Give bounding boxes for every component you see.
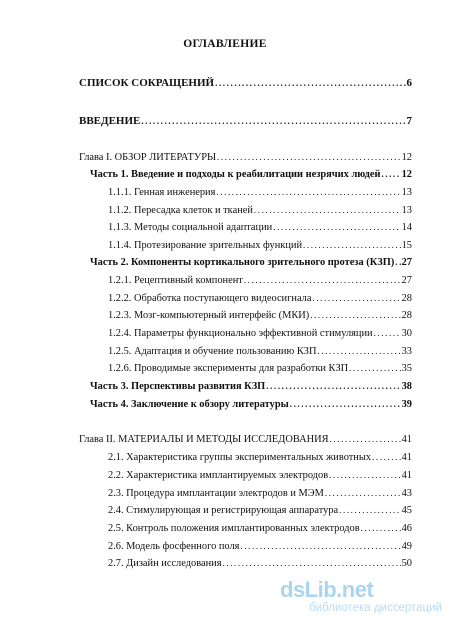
toc-leader <box>330 433 401 446</box>
toc-leader <box>329 469 401 482</box>
toc-page-number: 39 <box>401 399 412 410</box>
toc-leader <box>240 540 400 553</box>
toc-entry-text: 2.3. Процедура имплантации электродов и МЭМ <box>108 488 324 499</box>
toc-page-number: 30 <box>401 328 412 339</box>
toc-entry-2-7 <box>108 557 412 570</box>
toc-page-number: 13 <box>401 187 412 198</box>
toc-entry-text: ВВЕДЕНИЕ <box>79 115 141 127</box>
toc-entry-part-1 <box>90 168 412 181</box>
toc-entry-2-5 <box>108 522 412 535</box>
toc-page-number: 28 <box>401 310 412 321</box>
toc-leader <box>273 221 400 234</box>
toc-page-number: 6 <box>406 77 412 89</box>
toc-leader <box>141 115 405 128</box>
toc-entry-text: 1.2.5. Адаптация и обучение пользованию КЗП <box>108 346 317 357</box>
toc-leader <box>310 309 400 322</box>
toc-page-number: 49 <box>401 541 412 552</box>
toc-entry-1-1-4 <box>108 239 412 252</box>
toc-page-number: 12 <box>401 169 412 180</box>
toc-entry-text: 1.2.3. Мозг-компьютерный интерфейс (МКИ) <box>108 310 310 321</box>
toc-entry-text: 2.5. Контроль положения имплантированных электродов <box>108 523 360 534</box>
toc-entry-1-1-1 <box>108 186 412 199</box>
toc-entry-text: Глава II. МАТЕРИАЛЫ И МЕТОДЫ ИССЛЕДОВАНИЯ <box>79 434 329 445</box>
toc-page-number: 43 <box>401 488 412 499</box>
page-title: ОГЛАВЛЕНИЕ <box>183 38 267 50</box>
toc-entry-text: 2.4. Стимулирующая и регистрирующая аппаратура <box>108 505 339 516</box>
toc-leader <box>303 239 401 252</box>
toc-entry-abbreviations <box>79 77 412 90</box>
toc-entry-1-1-2 <box>108 204 412 217</box>
toc-page-number: 12 <box>401 152 412 163</box>
toc-page-number: 38 <box>401 381 412 392</box>
toc-leader <box>374 327 401 340</box>
toc-leader <box>312 292 400 305</box>
toc-leader <box>349 362 400 375</box>
toc-page-number: 28 <box>401 293 412 304</box>
toc-entry-2-6 <box>108 540 412 553</box>
toc-entry-text: 1.2.6. Проводимые эксперименты для разработки КЗП <box>108 363 349 374</box>
toc-entry-text: Часть 3. Перспективы развития КЗП <box>90 381 266 392</box>
toc-page-number: 13 <box>401 205 412 216</box>
toc-entry-text: 1.1.4. Протезирование зрительных функций <box>108 240 303 251</box>
toc-page-number: 33 <box>401 346 412 357</box>
toc-entry-text: 1.2.4. Параметры функционально эффективной стимуляции <box>108 328 373 339</box>
toc-entry-1-2-6 <box>108 362 412 375</box>
toc-entry-1-2-4 <box>108 327 412 340</box>
toc-entry-text: Часть 1. Введение и подходы к реабилитации незрячих людей <box>90 169 381 180</box>
toc-entry-text: 2.7. Дизайн исследования <box>108 558 222 569</box>
toc-entry-1-1-3 <box>108 221 412 234</box>
toc-entry-1-2-5 <box>108 345 412 358</box>
toc-entry-chapter-1 <box>79 151 412 164</box>
toc-entry-text: 2.6. Модель фосфенного поля <box>108 541 240 552</box>
toc-leader <box>266 380 400 393</box>
toc-entry-2-2 <box>108 469 412 482</box>
toc-page-number: 50 <box>401 558 412 569</box>
toc-entry-introduction <box>79 115 412 128</box>
toc-page-number: 14 <box>401 222 412 233</box>
toc-entry-text: 1.2.1. Рецептивный компонент <box>108 275 243 286</box>
toc-page-number: 7 <box>406 115 412 127</box>
toc-entry-text: 2.1. Характеристика группы экспериментальных животных <box>108 452 372 463</box>
toc-page-number: 46 <box>401 523 412 534</box>
toc-page-number: 35 <box>401 363 412 374</box>
toc-leader <box>317 345 400 358</box>
toc-entry-text: Глава I. ОБЗОР ЛИТЕРАТУРЫ <box>79 152 217 163</box>
toc-leader <box>361 522 401 535</box>
toc-leader <box>217 151 401 164</box>
toc-entry-1-2-1 <box>108 274 412 287</box>
toc-page-number: 41 <box>401 434 412 445</box>
toc-entry-text: 1.2.2. Обработка поступающего видеосигнала <box>108 293 312 304</box>
toc-leader <box>290 398 401 411</box>
toc-entry-part-2 <box>90 256 412 269</box>
toc-entry-1-2-2 <box>108 292 412 305</box>
toc-leader <box>372 451 401 464</box>
watermark-subtitle: библиотека диссертаций <box>309 602 442 614</box>
toc-entry-2-4 <box>108 504 412 517</box>
toc-page-number: 41 <box>401 470 412 481</box>
toc-entry-1-2-3 <box>108 309 412 322</box>
toc-entry-2-3 <box>108 487 412 500</box>
toc-leader <box>222 557 400 570</box>
toc-leader <box>244 274 401 287</box>
toc-page-number: 41 <box>401 452 412 463</box>
toc-entry-chapter-2 <box>79 433 412 446</box>
toc-entry-text: 2.2. Характеристика имплантируемых электродов <box>108 470 329 481</box>
toc-page-number: 45 <box>401 505 412 516</box>
toc-page-number: 27 <box>401 275 412 286</box>
toc-entry-text: 1.1.1. Генная инженерия <box>108 187 216 198</box>
toc-leader <box>381 168 400 181</box>
toc-entry-text: 1.1.2. Пересадка клеток и тканей <box>108 205 253 216</box>
toc-entry-text: СПИСОК СОКРАЩЕНИЙ <box>79 77 215 89</box>
toc-leader <box>339 504 400 517</box>
toc-entry-text: 1.1.3. Методы социальной адаптации <box>108 222 273 233</box>
watermark <box>252 577 442 617</box>
toc-entry-2-1 <box>108 451 412 464</box>
toc-entry-part-4 <box>90 398 412 411</box>
toc-entry-text: Часть 2. Компоненты кортикального зрительного протеза (КЗП) <box>90 257 395 268</box>
toc-page-number: 15 <box>401 240 412 251</box>
toc-leader <box>395 256 400 269</box>
toc-leader <box>215 77 405 90</box>
toc-leader <box>254 204 401 217</box>
toc-leader <box>216 186 400 199</box>
toc-leader <box>325 487 401 500</box>
toc-entry-text: Часть 4. Заключение к обзору литературы <box>90 399 289 410</box>
toc-page-number: 27 <box>401 257 412 268</box>
watermark-logo: dsLib.net <box>280 577 374 602</box>
toc-entry-part-3 <box>90 380 412 393</box>
